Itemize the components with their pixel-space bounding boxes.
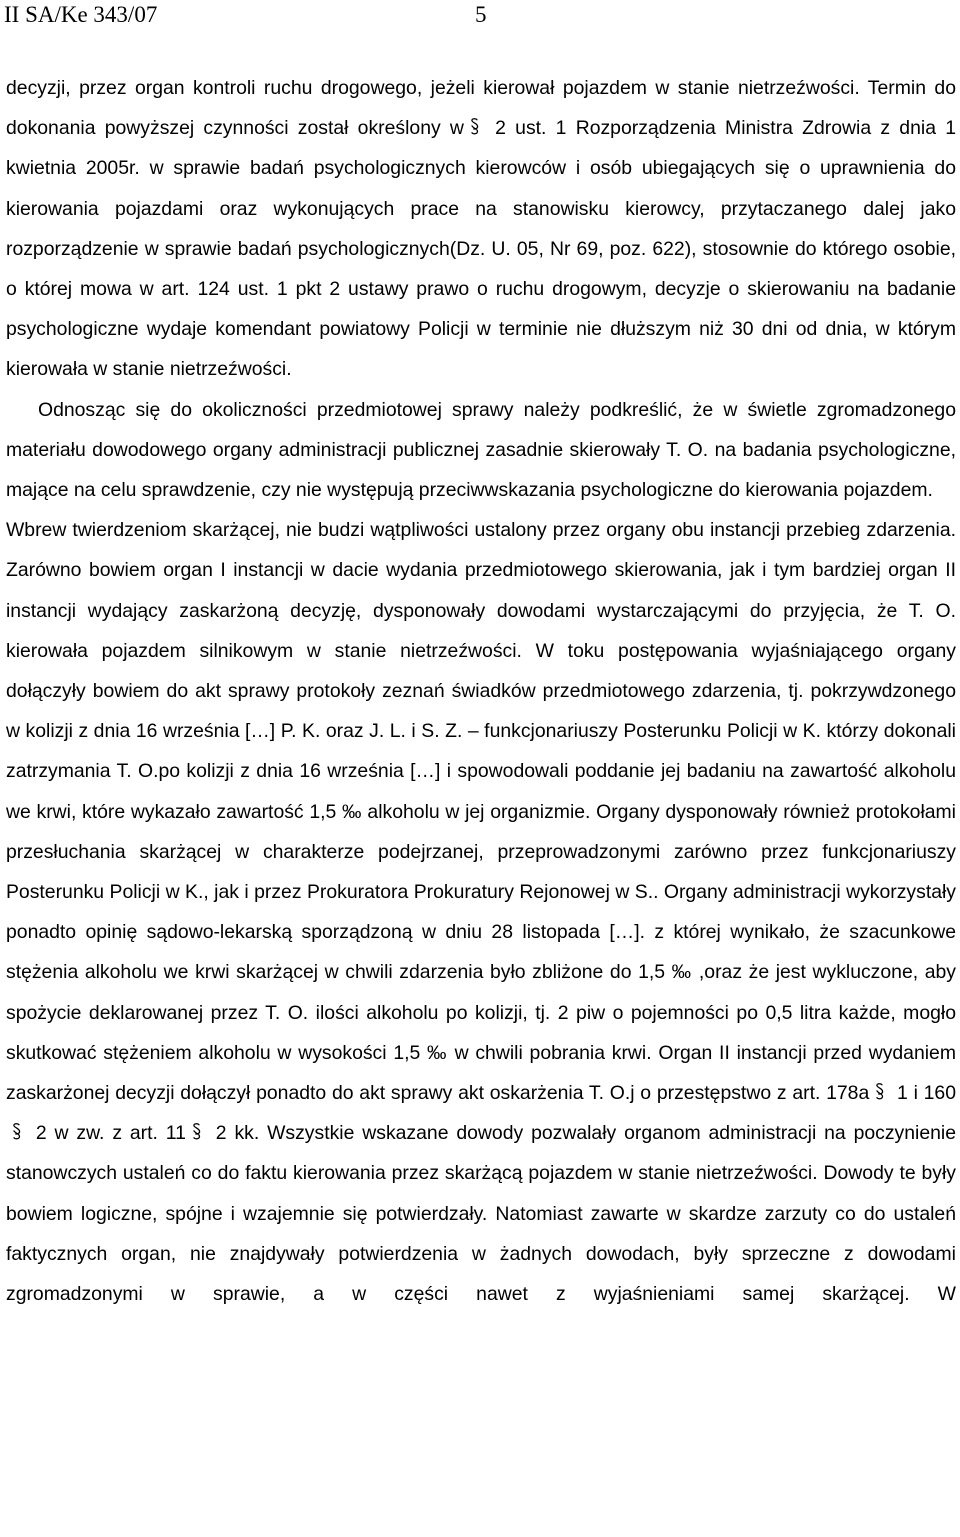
text-segment: Odnosząc się do okoliczności przedmiotowej sprawy należy podkreślić, że w świetle zgromadzonego materiału dowodowego organy administracji publicznej zasadnie skierowały T. O. na badania psychologiczne, mające na celu sprawdzenie, czy nie występują przeciwwskazania psychologiczne do kierowania pojazdem. <box>6 398 956 502</box>
text-segment: decyzji, przez organ kontroli ruchu drogowego, jeżeli kierował pojazdem w stanie nietrzeźwości. Termin do dokonania powyższej czynności został określony w <box>6 77 956 140</box>
document-body <box>6 68 956 1314</box>
section-sign-icon <box>186 1122 208 1141</box>
paragraph-3 <box>6 510 956 1314</box>
paragraph-2 <box>6 390 956 511</box>
text-segment: 2 ust. 1 Rozporządzenia Ministra Zdrowia z dnia 1 kwietnia 2005r. w sprawie badań psychologicznych kierowców i osób ubiegających się o uprawnienia do kierowania pojazdami oraz wykonujących prace na stanowisku kierowcy, przytaczanego dalej jako rozporządzenie w sprawie badań psychologicznych(Dz. U. 05, Nr 69, poz. 622), stosownie do którego osobie, o której mowa w art. 124 ust. 1 pkt 2 ustawy prawo o ruchu drogowym, decyzje o skierowaniu na badanie psychologiczne wydaje komendant powiatowy Policji w terminie nie dłuższym niż 30 dni od dnia, w którym kierowała w stanie nietrzeźwości. <box>6 117 956 381</box>
paragraph-1 <box>6 68 956 390</box>
text-segment: 1 i 160 <box>891 1082 956 1105</box>
case-number: II SA/Ke 343/07 <box>4 2 158 27</box>
page-header <box>4 0 956 30</box>
text-segment: Wbrew twierdzeniom skarżącej, nie budzi wątpliwości ustalony przez organy obu instancji przebieg zdarzenia. Zarówno bowiem organ I instancji w dacie wydania przedmiotowego skierowania, jak i tym bardziej organ II instancji wydający zaskarżoną decyzję, dysponowały dowodami wystarczającymi do przyjęcia, że T. O. kierowała pojazdem silnikowym w stanie nietrzeźwości. W toku postępowania wyjaśniającego organy dołączyły bowiem do akt sprawy protokoły zeznań świadków przedmiotowego zdarzenia, tj. pokrzywdzonego w kolizji z dnia 16 września […] P. K. oraz J. L. i S. Z. – funkcjonariuszy Posterunku Policji w K. którzy dokonali zatrzymania T. O.po kolizji z dnia 16 września […] i spowodowali poddanie jej badaniu na zawartość alkoholu we krwi, które wykazało zawartość 1,5 ‰ alkoholu w jej organizmie. Organy dysponowały również protokołami przesłuchania skarżącej w charakterze podejrzanej, przeprowadzonymi zarówno przez funkcjonariuszy Posterunku Policji w K., jak i przez Prokuratora Prokuratury Rejonowej w S.. Organy administracji wykorzystały ponadto opinię sądowo-lekarską sporządzoną w dniu 28 listopada […]. z której wynikało, że szacunkowe stężenia alkoholu we krwi skarżącej w chwili zdarzenia było zbliżone do 1,5 ‰ ,oraz że jest wykluczone, aby spożycie deklarowanej przez T. O. ilości alkoholu po kolizji, tj. 2 piw o pojemności po 0,5 litra każde, mogło skutkować stężeniem alkoholu w wysokości 1,5 ‰ w chwili pobrania krwi. Organ II instancji przed wydaniem zaskarżonej decyzji dołączył ponadto do akt sprawy akt oskarżenia T. O.j o przestępstwo z art. 178a <box>6 519 956 1105</box>
text-segment: 2 kk. Wszystkie wskazane dowody pozwalały organom administracji na poczynienie stanowczych ustaleń co do faktu kierowania przez skarżącą pojazdem w stanie nietrzeźwości. Dowody te były bowiem logiczne, spójne i wzajemnie się potwierdzały. Natomiast zawarte w skardze zarzuty co do ustaleń faktycznych organ, nie znajdywały potwierdzenia w żadnych dowodach, były sprzeczne z dowodami zgromadzonymi w sprawie, a w części nawet z wyjaśnieniami samej skarżącej. W <box>6 1122 956 1306</box>
section-sign-icon <box>869 1082 891 1101</box>
section-sign-icon <box>464 117 486 136</box>
page-number: 5 <box>475 2 487 27</box>
text-segment: 2 w zw. z art. 11 <box>28 1122 186 1145</box>
section-sign-icon <box>6 1122 28 1141</box>
